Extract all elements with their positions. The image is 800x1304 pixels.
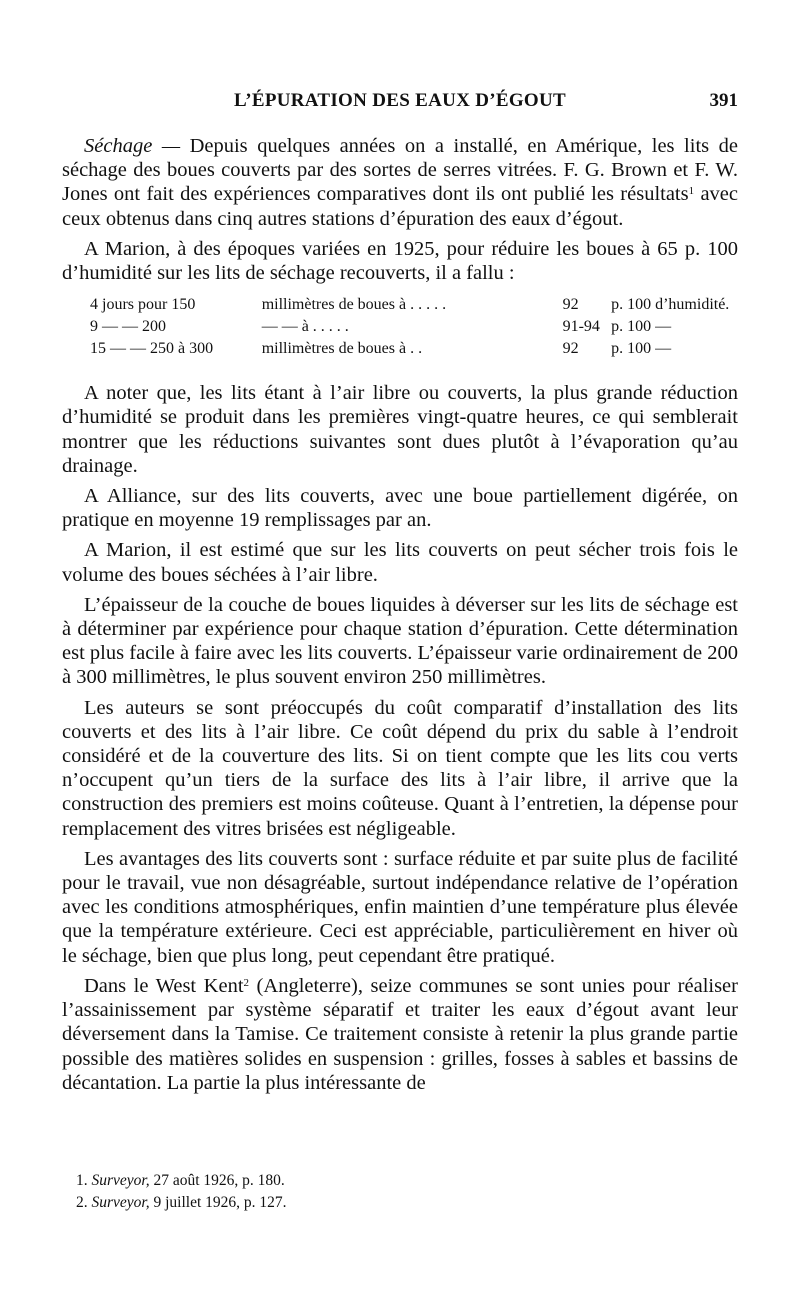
table-cell-taux: 92	[562, 340, 579, 358]
footnote-source: Surveyor,	[91, 1194, 150, 1211]
paragraph-marion-1925: A Marion, à des époques variées en 1925, pour réduire les boues à 65 p. 100 d’humidité sur les lits de séchage recouverts, il a fallu :	[62, 237, 738, 285]
drying-table	[90, 295, 738, 361]
footnote-number: 2.	[76, 1194, 88, 1211]
paragraph-text: Depuis quelques années on a installé, en Amérique, les lits de séchage des boues couverts par des sortes de serres vitrées. F. G. Brown et F. W. Jones ont fait des expériences comparatives dont ils ont publié les résultats	[62, 135, 739, 206]
page-number: 391	[709, 90, 738, 111]
paragraph-marion-volume: A Marion, il est estimé que sur les lits couverts on peut sécher trois fois le volume des boues séchées à l’air libre.	[62, 539, 738, 586]
footnote-2	[76, 1192, 736, 1214]
paragraph-cout: Les auteurs se sont préoccupés du coût comparatif d’installation des lits couverts et des lits à l’air libre. Ce coût dépend du prix du sable à l’endroit considéré et de la couverture des lits. Si on tient compte que les lits cou verts n’occupent qu’un tiers de la surface des lits à l’air libre, il arrive que la construction des premiers est moins coûteuse. Quant à l’entretien, la dépense pour remplacement des vitres brisées est négligeable.	[62, 696, 738, 840]
table-cell-unite: p. 100 —	[611, 340, 672, 358]
table-cell-epaisseur: millimètres de boues à . .	[261, 340, 423, 358]
footnote-detail: 9 juillet 1926, p. 127.	[149, 1194, 287, 1211]
paragraph-epaisseur: L’épaisseur de la couche de boues liquides à déverser sur les lits de séchage est à déterminer par expérience pour chaque station d’épuration. Cette détermination est plus facile à faire avec les lits couverts. L’épaisseur varie ordinairement de 200 à 300 millimètres, le plus souvent environ 250 millimètres.	[62, 593, 738, 689]
table-cell-duree: 9 — — 200	[90, 318, 166, 336]
footnote-number: 1.	[76, 1172, 88, 1189]
paragraph-text: avec ceux obtenus dans cinq autres stations d’épuration des eaux d’égout.	[62, 183, 739, 230]
body-text	[62, 134, 738, 1101]
footnote-ref-2: 2	[243, 976, 250, 989]
section-lead: Séchage —	[84, 135, 181, 157]
footnote-1	[76, 1170, 736, 1192]
table-cell-unite: p. 100 —	[611, 318, 672, 336]
running-title: L’ÉPURATION DES EAUX D’ÉGOUT	[234, 90, 566, 111]
table-cell-epaisseur: millimètres de boues à . . . . .	[261, 296, 447, 314]
footnote-detail: 27 août 1926, p. 180.	[149, 1172, 285, 1189]
paragraph-text: (Angleterre), seize communes se sont unies pour réaliser l’assainissement par système séparatif et traiter les eaux d’égout avant leur déversement dans la Tamise. Ce traitement consiste à retenir la plus grande partie possible des matières solides en suspension : grilles, fosses à sables et bassins de décantation. La partie la plus intéressante de	[62, 974, 738, 1094]
table-row	[90, 339, 738, 361]
table-cell-taux: 91-94	[562, 318, 600, 336]
table-cell-duree: 15 — — 250 à 300	[90, 340, 214, 358]
footnote-source: Surveyor,	[91, 1172, 150, 1189]
table-row	[90, 317, 738, 339]
table-cell-unite: p. 100 d’humidité.	[611, 296, 730, 314]
table-cell-taux: 92	[562, 296, 579, 314]
paragraph-reduction-humidite: A noter que, les lits étant à l’air libre ou couverts, la plus grande réduction d’humidité se produit dans les premières vingt-quatre heures, ce qui semblerait montrer que les réductions suivantes sont dues plutôt à l’évaporation qu’au drainage.	[62, 382, 738, 477]
paragraph-west-kent	[62, 974, 738, 1095]
running-head	[62, 90, 738, 120]
footnote-ref-1: 1	[688, 185, 695, 198]
footnotes	[76, 1170, 736, 1214]
paragraph-text: Dans le West Kent	[84, 974, 244, 997]
table-cell-duree: 4 jours pour 150	[90, 296, 196, 314]
paragraph-alliance: A Alliance, sur des lits couverts, avec une boue partiellement digérée, on pratique en moyenne 19 remplissages par an.	[62, 485, 738, 532]
table-cell-epaisseur: — — à . . . . .	[261, 318, 349, 336]
table-row	[90, 295, 738, 317]
paragraph-sechage	[62, 134, 738, 231]
paragraph-avantages: Les avantages des lits couverts sont : surface réduite et par suite plus de facilité pour le travail, vue non désagréable, surtout indépendance relative de l’opération avec les conditions atmosphériques, enfin maintien d’une température plus élevée que la température extérieure. Ceci est appréciable, particulièrement en hiver où le séchage, bien que plus long, peut cependant être pratiqué.	[62, 847, 738, 967]
